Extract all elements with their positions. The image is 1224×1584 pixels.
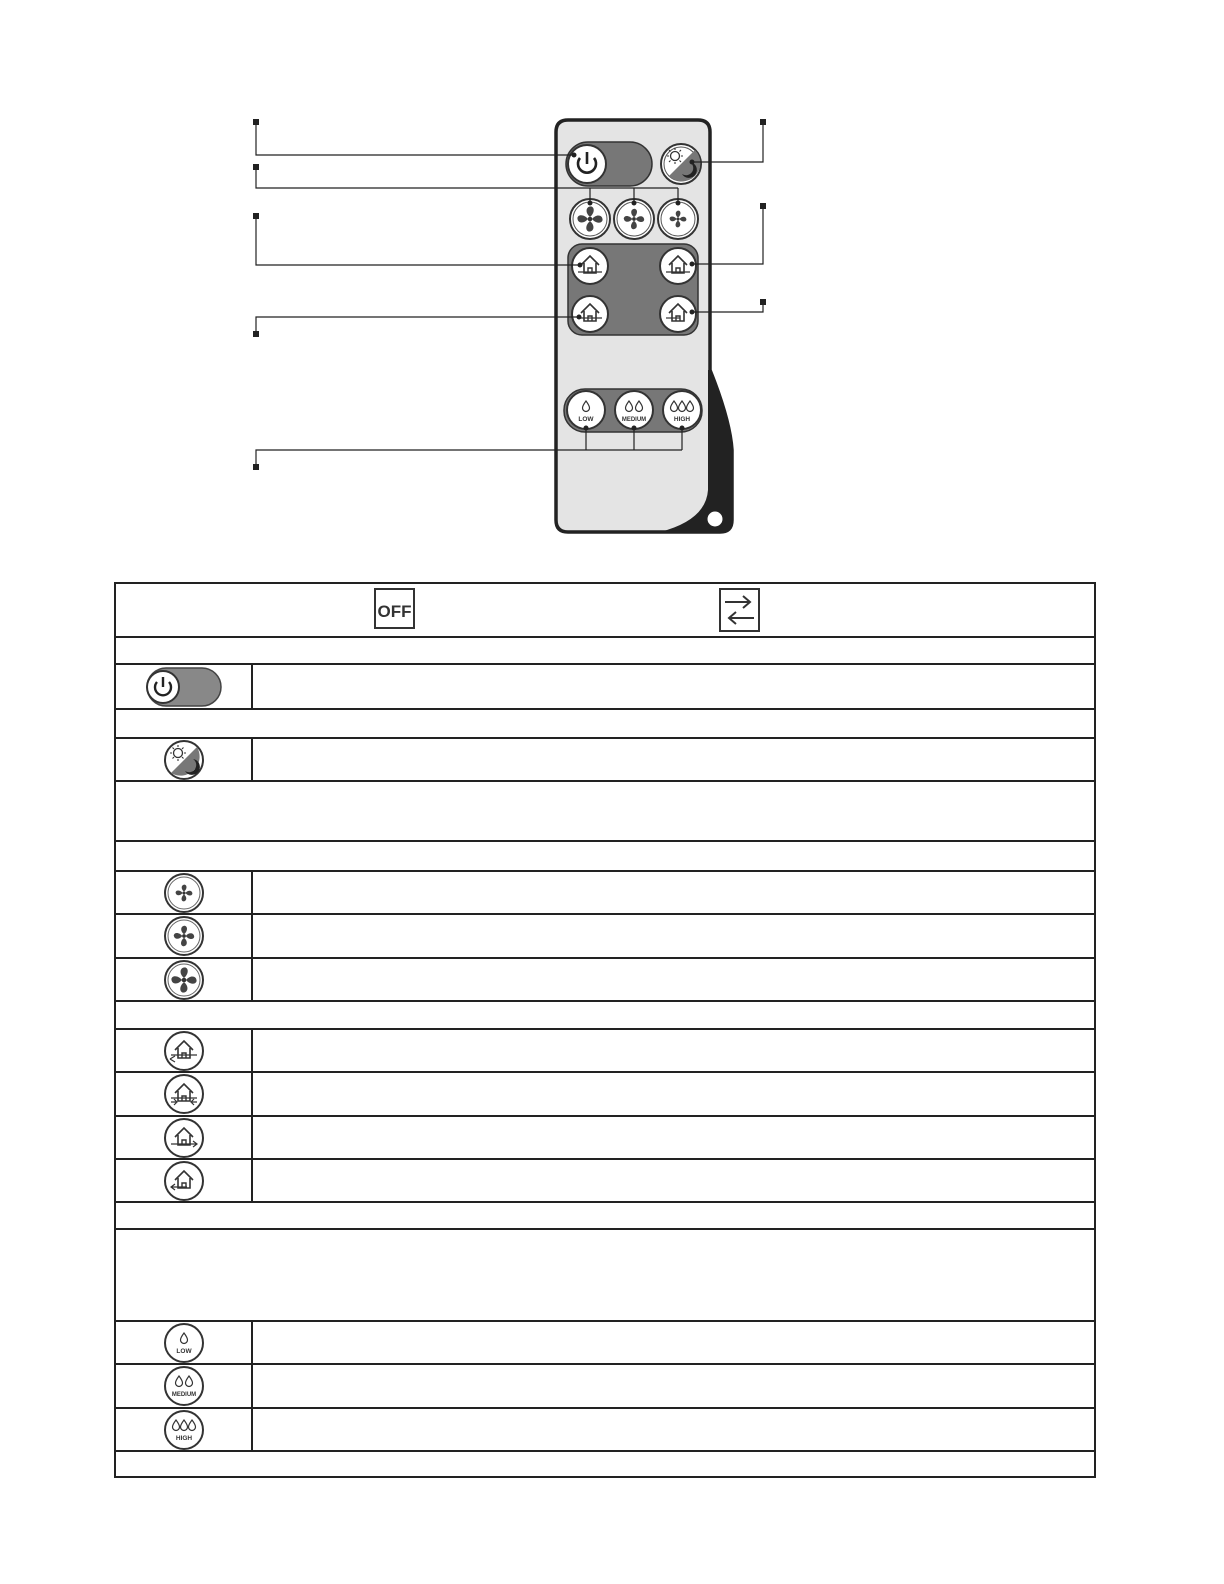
house-mode-2-icon [163,1073,205,1115]
note-row [116,780,1094,840]
svg-text:OFF: OFF [377,602,412,621]
section-row [116,1201,1094,1228]
mode-extract-button[interactable] [572,248,608,284]
table-icon-cell [116,1117,253,1158]
table-icon-cell [116,1073,253,1115]
table-row-fan-high [116,957,1094,1000]
table-description-cell [255,665,1094,708]
section-row [116,708,1094,737]
fan-high-icon [163,959,205,1001]
function-table [114,582,1096,1478]
note-row [116,1228,1094,1320]
table-description-cell [255,1160,1094,1201]
power-button[interactable] [566,142,652,186]
off-icon [374,588,416,630]
table-row-mode-2 [116,1071,1094,1115]
section-row [116,840,1094,870]
svg-text:MEDIUM: MEDIUM [171,1392,196,1398]
fan-low-icon [163,872,205,914]
section-row [116,636,1094,663]
svg-text:MEDIUM: MEDIUM [621,417,647,423]
table-row-mode-3 [116,1115,1094,1158]
table-icon-cell [116,872,253,913]
section-row [116,1000,1094,1028]
humidity-low-icon [163,1322,205,1364]
humidity-medium-icon [163,1365,205,1407]
house-mode-3-icon [163,1117,205,1159]
table-icon-cell [116,1409,253,1450]
humidity-medium-button[interactable] [615,391,653,429]
table-description-cell [255,1073,1094,1115]
table-description-cell [255,1365,1094,1407]
table-row-fan-low [116,870,1094,913]
table-description-cell [255,1117,1094,1158]
sun-moon-icon [163,739,205,781]
table-icon-cell [116,959,253,1000]
table-row-light-mode [116,737,1094,780]
swap-arrows-icon [719,588,761,632]
remote-control-diagram [0,0,1224,560]
table-description-cell [255,915,1094,957]
power-switch-icon [144,666,224,708]
svg-text:HIGH: HIGH [175,1434,192,1442]
table-row-fan-medium [116,913,1094,957]
humidity-high-button[interactable] [663,391,701,429]
table-description-cell [255,1409,1094,1450]
fan-medium-icon [163,915,205,957]
table-row-humidity-medium [116,1363,1094,1407]
table-icon-cell [116,1160,253,1201]
table-description-cell [255,1030,1094,1071]
table-description-cell [255,872,1094,913]
light-mode-button[interactable] [661,144,701,184]
table-description-cell [255,1322,1094,1363]
table-icon-cell [116,1365,253,1407]
table-description-cell [255,959,1094,1000]
mode-exchange-button[interactable] [572,296,608,332]
house-mode-4-icon [163,1160,205,1202]
table-description-cell [255,739,1094,780]
svg-text:LOW: LOW [578,416,594,423]
svg-text:HIGH: HIGH [673,416,691,423]
table-icon-cell [116,915,253,957]
lanyard-hole [707,511,723,527]
humidity-high-icon [163,1409,205,1451]
table-row-humidity-low [116,1320,1094,1363]
table-row-power [116,663,1094,708]
table-icon-cell [116,1322,253,1363]
table-row-humidity-high [116,1407,1094,1450]
house-mode-1-icon [163,1030,205,1072]
humidity-low-button[interactable] [567,391,605,429]
svg-text:LOW: LOW [175,1347,192,1355]
section-row [116,1450,1094,1476]
table-icon-cell [116,739,253,780]
table-icon-cell [116,665,253,708]
table-row-mode-1 [116,1028,1094,1071]
table-header-row [116,584,1094,636]
table-icon-cell [116,1030,253,1071]
table-row-mode-4 [116,1158,1094,1201]
